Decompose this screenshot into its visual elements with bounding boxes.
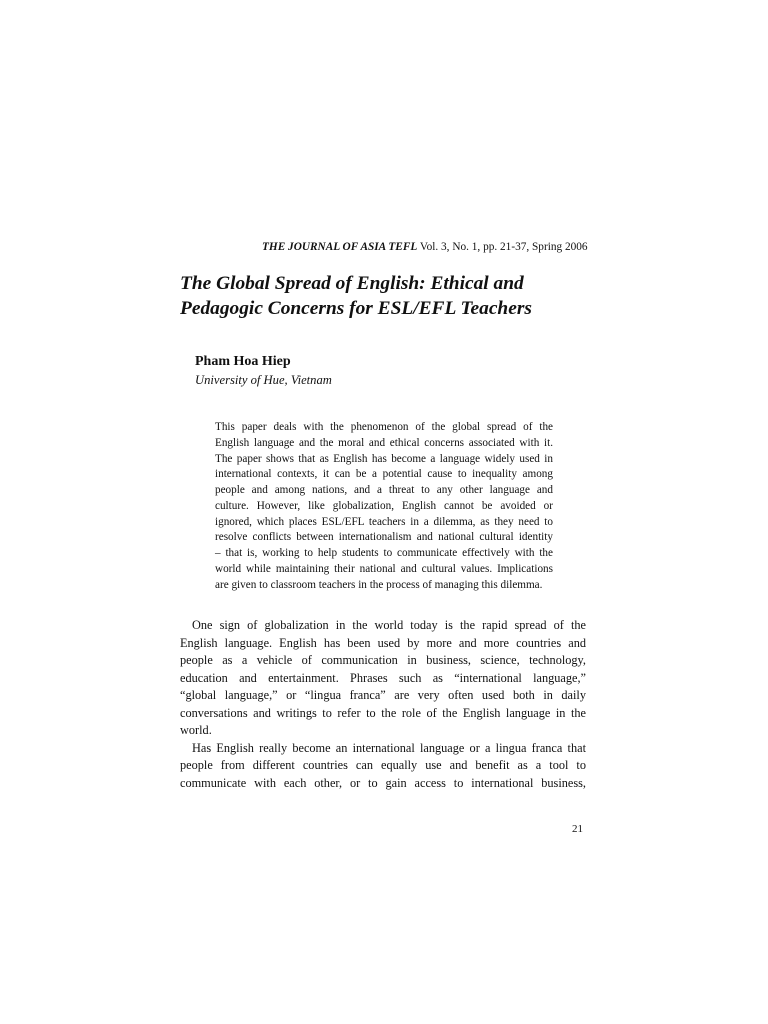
abstract-line: The paper shows that as English has become a language widely used in bbox=[215, 452, 553, 465]
abstract-line: people and among nations, and a threat to any other language and bbox=[215, 484, 553, 496]
abstract-line: are given to classroom teachers in the process of managing this dilemma. bbox=[215, 578, 543, 591]
paper-title bbox=[180, 272, 600, 321]
body-line: communicate with each other, or to gain access to international business, bbox=[180, 775, 586, 790]
body-line: One sign of globalization in the world today is the rapid spread of the bbox=[192, 618, 586, 632]
body-line: “global language,” or “lingua franca” are very often used both in daily bbox=[180, 688, 586, 703]
body-paragraph bbox=[180, 617, 586, 740]
abstract-line: This paper deals with the phenomenon of the global spread of the bbox=[215, 421, 553, 433]
body-paragraph bbox=[180, 740, 586, 793]
body-line: world. bbox=[180, 723, 212, 738]
abstract-line: English language and the moral and ethical concerns associated with it. bbox=[215, 436, 553, 449]
title-line: The Global Spread of English: Ethical and bbox=[180, 273, 524, 294]
body-line: people as a vehicle of communication in business, science, technology, bbox=[180, 653, 586, 668]
running-head bbox=[262, 240, 592, 254]
abstract-line: resolve conflicts between internationalism and national cultural identity bbox=[215, 531, 553, 544]
journal-details: Vol. 3, No. 1, pp. 21-37, Spring 2006 bbox=[417, 241, 588, 253]
author-name: Pham Hoa Hiep bbox=[195, 354, 291, 369]
abstract-line: international contexts, it can be a potential cause to inequality among bbox=[215, 468, 553, 481]
journal-name: THE JOURNAL OF ASIA TEFL bbox=[262, 241, 418, 253]
body-line: English language. English has been used by more and more countries and bbox=[180, 635, 586, 650]
body-line: education and entertainment. Phrases such as “international language,” bbox=[180, 670, 586, 685]
abstract-line: – that is, working to help students to communicate effectively with the bbox=[215, 547, 553, 559]
abstract bbox=[215, 420, 553, 593]
body-text bbox=[180, 617, 586, 792]
body-line: Has English really become an international language or a lingua franca that bbox=[192, 740, 586, 755]
author-affiliation: University of Hue, Vietnam bbox=[195, 373, 332, 387]
body-line: people from different countries can equally use and benefit as a tool to bbox=[180, 758, 586, 773]
body-line: conversations and writings to refer to the role of the English language in the bbox=[180, 705, 586, 720]
abstract-line: world while maintaining their national and cultural values. Implications bbox=[215, 562, 553, 575]
page-number: 21 bbox=[572, 823, 583, 835]
abstract-line: ignored, which places ESL/EFL teachers in a dilemma, as they need to bbox=[215, 515, 553, 528]
title-line: Pedagogic Concerns for ESL/EFL Teachers bbox=[180, 297, 532, 319]
abstract-line: culture. However, like globalization, English cannot be avoided or bbox=[215, 499, 553, 512]
